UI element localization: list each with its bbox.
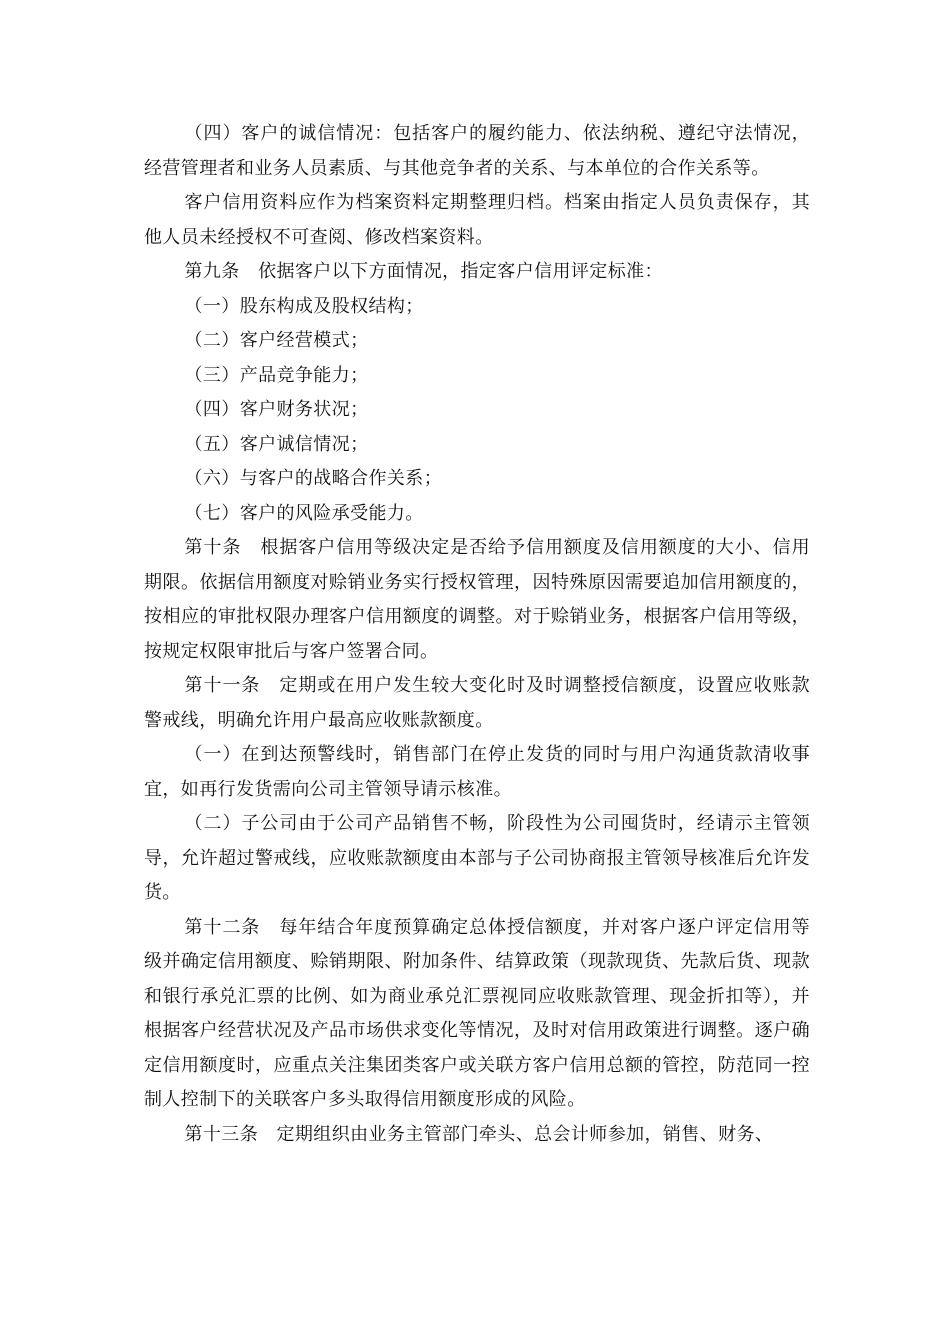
list-item-3: （三）产品竞争能力；: [184, 364, 369, 386]
article-12: 第十二条 每年结合年度预算确定总体授信额度，并对客户逐户评定信用等级并确定信用额度、赊销期限、附加条件、结算政策（现款现货、先款后货、现款和银行承兑汇票的比例、如为商业承兑汇票视同应收账款管理、现金折扣等），并根据客户经营状况及产品市场供求变化等情况，及时对信用政策进行调整。逐户确定信用额度时，应重点关注集团类客户或关联方客户信用总额的管控，防范同一控制人控制下的关联客户多头取得信用额度形成的风险。: [144, 916, 810, 1110]
paragraph-archive: 客户信用资料应作为档案资料定期整理归档。档案由指定人员负责保存，其他人员未经授权不可查阅、修改档案资料。: [144, 192, 810, 248]
article-11-item-1: （一）在到达预警线时，销售部门在停止发货的同时与用户沟通货款清收事宜，如再行发货需向公司主管领导请示核准。: [144, 744, 810, 800]
list-item-7: （七）客户的风险承受能力。: [184, 502, 424, 524]
article-11-item-2: （二）子公司由于公司产品销售不畅，阶段性为公司囤货时，经请示主管领导，允许超过警戒线，应收账款额度由本部与子公司协商报主管领导核准后允许发货。: [144, 813, 810, 903]
list-item-6: （六）与客户的战略合作关系；: [184, 468, 443, 489]
article-9: 第九条 依据客户以下方面情况，指定客户信用评定标准：: [184, 261, 663, 282]
document-body: [144, 117, 810, 1152]
list-item-1: （一）股东构成及股权结构；: [184, 295, 424, 317]
list-item-4: （四）客户财务状况；: [184, 399, 369, 420]
list-item-5: （五）客户诚信情况；: [184, 433, 369, 455]
paragraph-integrity-info: （四）客户的诚信情况：包括客户的履约能力、依法纳税、遵纪守法情况，经营管理者和业务人员素质、与其他竞争者的关系、与本单位的合作关系等。: [144, 123, 810, 179]
article-13: 第十三条 定期组织由业务主管部门牵头、总会计师参加，销售、财务、: [184, 1123, 774, 1145]
article-10: 第十条 根据客户信用等级决定是否给予信用额度及信用额度的大小、信用期限。依据信用额度对赊销业务实行授权管理，因特殊原因需要追加信用额度的，按相应的审批权限办理客户信用额度的调整。对于赊销业务，根据客户信用等级，按规定权限审批后与客户签署合同。: [144, 537, 810, 662]
article-11: 第十一条 定期或在用户发生较大变化时及时调整授信额度，设置应收账款警戒线，明确允许用户最高应收账款额度。: [144, 675, 810, 731]
list-item-2: （二）客户经营模式；: [184, 330, 369, 351]
